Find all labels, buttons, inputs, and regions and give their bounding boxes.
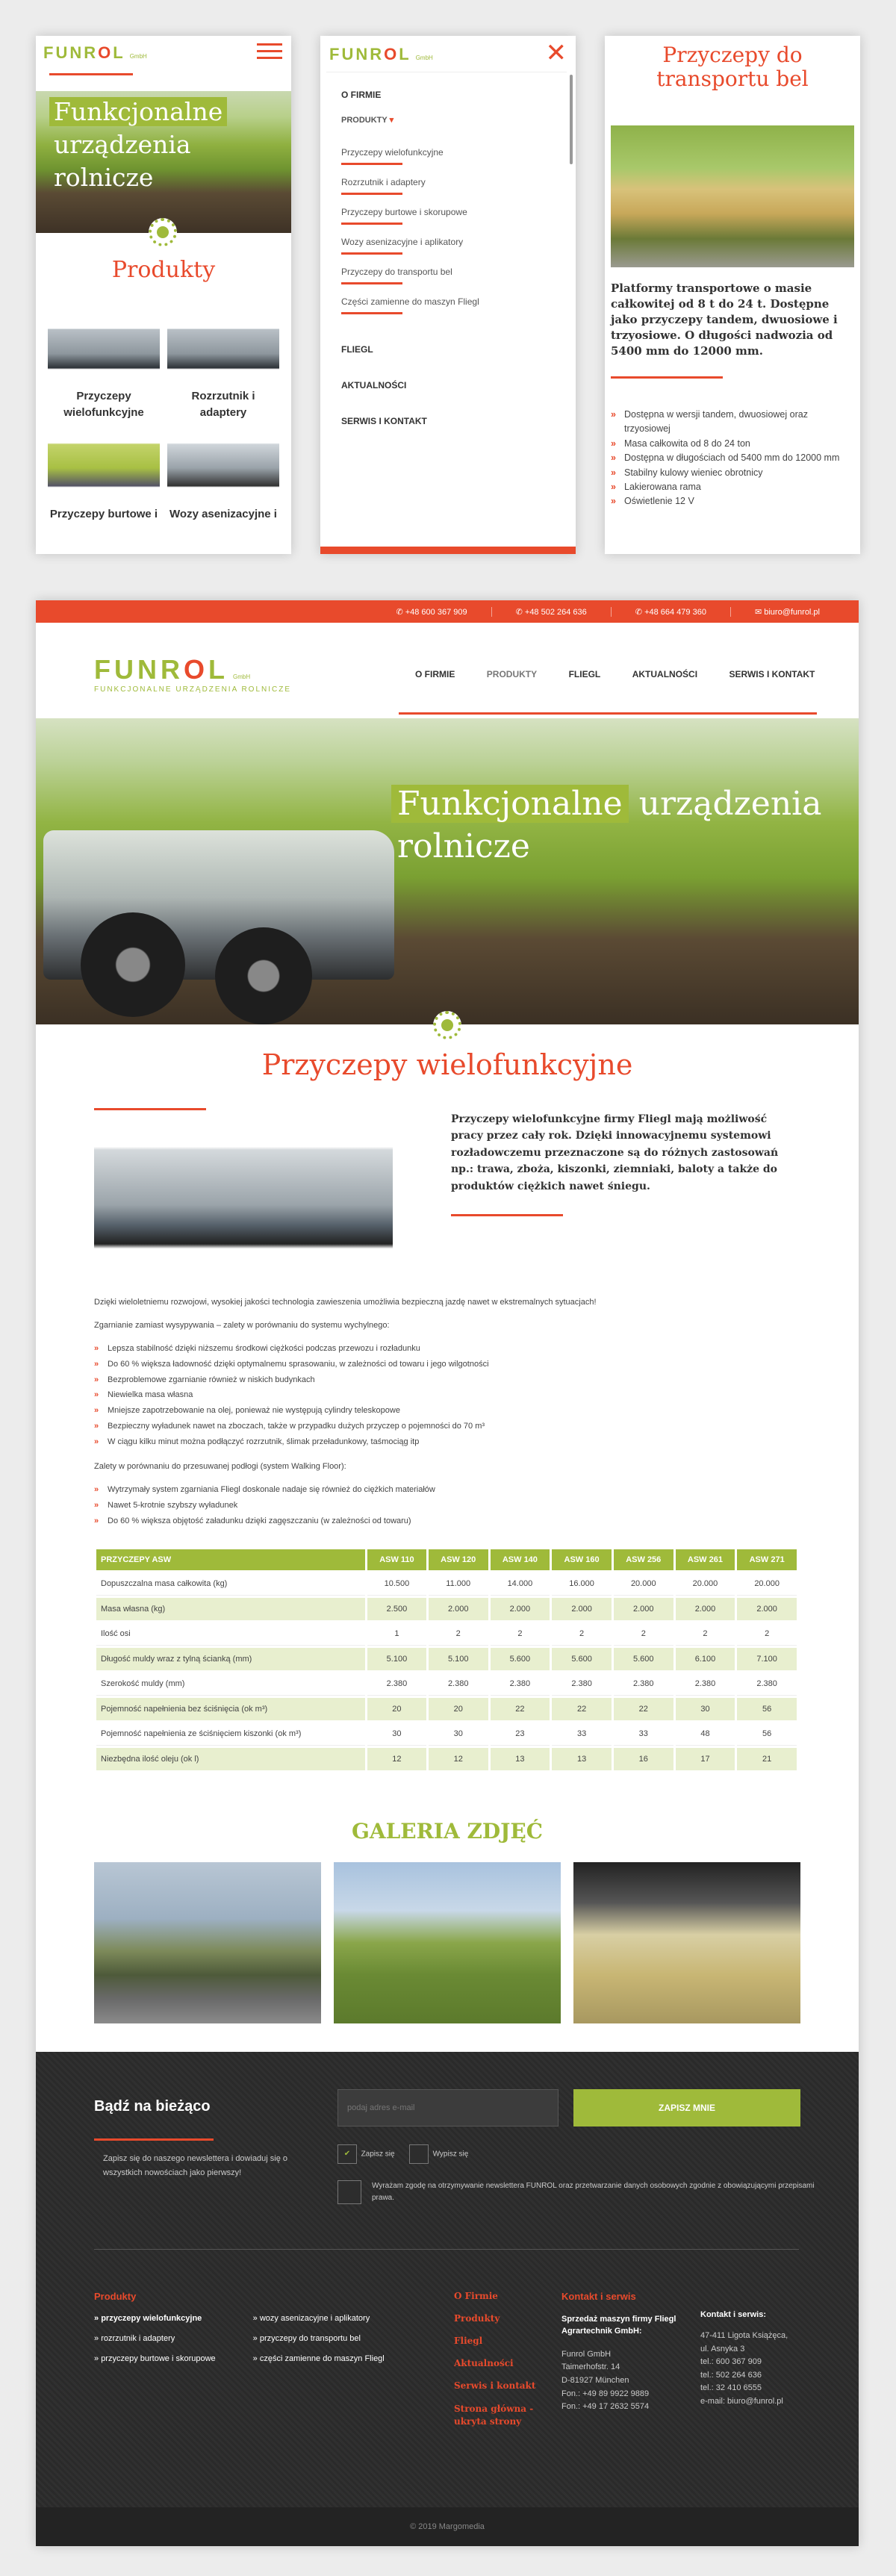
nav-serwis[interactable]: SERWIS I KONTAKT (729, 669, 815, 679)
row-label: Ilość osi (96, 1623, 365, 1646)
row-label: Niezbędna ilość oleju (ok l) (96, 1748, 365, 1770)
table-cell: 2 (491, 1623, 550, 1646)
gallery-image[interactable] (573, 1862, 800, 2023)
table-cell: 5.600 (614, 1648, 673, 1670)
table-cell: 20 (429, 1698, 488, 1720)
table-cell: 12 (367, 1748, 426, 1770)
row-label: Długość muldy wraz z tylną ścianką (mm) (96, 1648, 365, 1670)
product-image (167, 311, 279, 382)
table-row (96, 1648, 797, 1670)
address: 47-411 Ligota Książęca, ul. Asnyka 3 tel.: 600 367 909 tel.: 502 264 636 tel.: 32 410 6555 e-mail: biuro@funrol.pl (700, 2331, 788, 2406)
footer-link[interactable]: » części zamienne do maszyn Fliegl (252, 2354, 385, 2363)
footer-products-col (94, 2314, 216, 2374)
product-card[interactable] (48, 311, 160, 421)
nav-aktualnosci[interactable]: AKTUALNOŚCI (341, 380, 407, 391)
list-item: » Bezproblemowe zgarnianie również w niskich budynkach (94, 1372, 799, 1388)
product-name: Wozy asenizacyjne i (169, 507, 277, 520)
table-cell: 56 (737, 1723, 797, 1746)
nav-sub-item[interactable]: Rozrzutnik i adaptery (320, 165, 559, 195)
hero-title: Funkcjonalne urządzenia rolnicze (49, 96, 227, 194)
table-cell: 5.100 (429, 1648, 488, 1670)
paragraph: Zalety w porównaniu do przesuwanej podłogi (system Walking Floor): (94, 1462, 346, 1472)
footer-link[interactable]: » rozrzutnik i adaptery (94, 2334, 175, 2343)
table-cell: 30 (676, 1698, 735, 1720)
product-image (48, 429, 160, 500)
list-item: » Wytrzymały system zgarniania Fliegl doskonale nadaje się również do ciężkich materiałów (94, 1482, 799, 1498)
footer-contact-pl: Kontakt i serwis: 47-411 Ligota Książęca, ul. Asnyka 3 tel.: 600 367 909 tel.: 502 264 636 tel.: 32 410 6555 e-mail: biuro@funrol.pl (700, 2310, 820, 2409)
desktop-page (36, 600, 859, 2546)
nav-fliegl[interactable]: FLIEGL (341, 344, 373, 355)
main-nav (387, 668, 815, 681)
table-cell: 2 (676, 1623, 735, 1646)
table-cell: 2.000 (552, 1598, 612, 1620)
footer-link[interactable]: O Firmie (454, 2291, 498, 2301)
paragraph: Dzięki wieloletniemu rozwojowi, wysokiej jakości technologia zawieszenia umożliwia bezpieczną jazdę nawet w ekstremalnych sytuacjach! (94, 1298, 597, 1307)
wheel-illustration (81, 912, 185, 1017)
table-cell: 2 (429, 1623, 488, 1646)
footer-link[interactable]: Serwis i kontakt (454, 2380, 536, 2391)
table-cell: 2 (737, 1623, 797, 1646)
table-row (96, 1723, 797, 1746)
paragraph: Zgarnianie zamiast wysypywania – zalety w porównaniu do systemu wychylnego: (94, 1320, 390, 1330)
row-label: Szerokość muldy (mm) (96, 1673, 365, 1696)
page-title: Przyczepy do transportu bel (656, 43, 809, 92)
table-header: PRZYCZEPY ASW ASW 110 ASW 120 ASW 140 ASW 160 ASW 256 ASW 261 ASW 271 (96, 1549, 797, 1570)
footer (36, 2052, 859, 2546)
checkbox-checked-icon[interactable]: ✔ (337, 2144, 357, 2164)
list-item: » Niewielka masa własna (94, 1387, 799, 1403)
newsletter-text: Zapisz się do naszego newslettera i dowiaduj się o wszystkich nowościach jako pierwszy! (103, 2154, 288, 2177)
footer-link[interactable]: » wozy asenizacyjne i aplikatory (252, 2314, 370, 2323)
hamburger-menu-icon[interactable] (257, 39, 282, 63)
list-item: » Bezpieczny wyładunek nawet na zboczach, także w przypadku dużych przyczep o pojemności do 70 m³ (94, 1419, 799, 1434)
table-cell: 20.000 (676, 1572, 735, 1596)
phone-link[interactable]: ✆ +48 600 367 909 (396, 607, 467, 617)
intro-text: Przyczepy wielofunkcyjne firmy Fliegl mają możliwość pracy przez cały rok. Dzięki innowacyjnemu systemowi rozładowczemu przeznaczone są do różnych zastosowań np.: trawa, zboża, kiszonki, ziemniaki, baloty a także do produktów ciężkich nawet śniegu. (451, 1113, 779, 1192)
list-item: » Dostępna w długościach od 5400 mm do 12000 mm (611, 451, 854, 465)
list-item: » Oświetlenie 12 V (611, 494, 854, 508)
advantages-list (94, 1341, 799, 1450)
divider (94, 2138, 214, 2141)
list-item: » Dostępna w wersji tandem, dwuosiowej oraz trzyosiowej (611, 408, 854, 437)
table-cell: 16 (614, 1748, 673, 1770)
list-item: » Nawet 5-krotnie szybszy wyładunek (94, 1498, 799, 1513)
footer-link[interactable]: Strona główna - ukryta strony (454, 2404, 534, 2427)
product-image (48, 311, 160, 382)
opt-in[interactable]: ✔ Zapisz się (337, 2144, 395, 2164)
row-label: Pojemność napełnienia ze ściśnięciem kiszonki (ok m³) (96, 1723, 365, 1746)
table-cell: 2.500 (367, 1598, 426, 1620)
table-cell: 6.100 (676, 1648, 735, 1670)
hero-banner (36, 718, 859, 1024)
hero-title: Funkcjonalne urządzenia rolnicze (391, 783, 821, 868)
specs-table (94, 1547, 799, 1773)
phone-link[interactable]: ✆ +48 664 479 360 (611, 607, 730, 617)
list-item: » W ciągu kilku minut można podłączyć rozrzutnik, ślimak przeładunkowy, taśmociąg itp (94, 1434, 799, 1450)
nav-sub-item[interactable]: Przyczepy do transportu bel (320, 255, 559, 284)
product-card[interactable] (48, 429, 160, 523)
table-cell: 11.000 (429, 1572, 488, 1596)
products-grid (48, 311, 279, 522)
gear-icon (149, 218, 177, 246)
footer-link[interactable]: » przyczepy wielofunkcyjne (94, 2314, 202, 2323)
table-cell: 2.380 (367, 1673, 426, 1696)
table-cell: 20.000 (737, 1572, 797, 1596)
table-cell: 2.380 (552, 1673, 612, 1696)
mobile-product-screen (605, 36, 860, 554)
table-cell: 22 (491, 1698, 550, 1720)
scrollbar[interactable] (570, 75, 573, 164)
product-image (167, 429, 279, 500)
logo[interactable]: FUNROL GmbH (94, 654, 251, 685)
table-cell: 2.380 (429, 1673, 488, 1696)
table-cell: 20.000 (614, 1572, 673, 1596)
nav-aktualnosci[interactable]: AKTUALNOŚCI (632, 669, 698, 679)
table-cell: 2.380 (676, 1673, 735, 1696)
footer-products-col (253, 2314, 385, 2374)
table-cell: 48 (676, 1723, 735, 1746)
table-cell: 23 (491, 1723, 550, 1746)
footer-link[interactable]: » przyczepy do transportu bel (252, 2334, 361, 2343)
product-card[interactable] (167, 429, 279, 523)
divider (94, 2249, 799, 2250)
mobile-nav (320, 75, 559, 437)
email-input[interactable] (337, 2089, 559, 2127)
list-item: » Masa całkowita od 8 do 24 ton (611, 437, 854, 451)
table-cell: 56 (737, 1698, 797, 1720)
nav-sub-item[interactable]: Wozy asenizacyjne i aplikatory (320, 225, 559, 255)
nav-divider (399, 712, 817, 715)
advantages-list-2 (94, 1482, 799, 1529)
table-row (96, 1673, 797, 1696)
table-cell: 5.600 (491, 1648, 550, 1670)
divider (451, 1214, 563, 1216)
table-cell: 2.380 (491, 1673, 550, 1696)
list-item: » Lepsza stabilność dzięki niższemu środkowi ciężkości podczas przewozu i rozładunku (94, 1341, 799, 1357)
table-cell: 2.000 (491, 1598, 550, 1620)
products-title: Produkty (111, 257, 216, 283)
table-cell: 5.600 (552, 1648, 612, 1670)
footer-contact-de: Kontakt i serwis Sprzedaż maszyn firmy Fliegl Agrartechnik GmbH: Funrol GmbH Taimerhofstr. 14 D-81927 München Fon.: +49 89 9922 9889 Fon.: +49 17 2632 5574 (561, 2291, 696, 2414)
description (94, 1295, 799, 1529)
divider (49, 73, 133, 75)
table-cell: 2.000 (429, 1598, 488, 1620)
table-row (96, 1598, 797, 1620)
table-cell: 33 (614, 1723, 673, 1746)
list-item: » Stabilny kulowy wieniec obrotnicy (611, 466, 854, 480)
table-cell: 17 (676, 1748, 735, 1770)
product-photo (611, 125, 854, 267)
table-cell: 2.000 (614, 1598, 673, 1620)
table-cell: 30 (429, 1723, 488, 1746)
table-cell: 22 (614, 1698, 673, 1720)
table-cell: 7.100 (737, 1648, 797, 1670)
table-cell: 2 (614, 1623, 673, 1646)
row-label: Dopuszczalna masa całkowita (kg) (96, 1572, 365, 1596)
features-list (611, 408, 854, 509)
footer-products: Produkty » przyczepy wielofunkcyjne » rozrzutnik i adaptery » przyczepy burtowe i skorupowe » wozy asenizacyjne i aplikatory » przyczepy do transportu bel » części zamienne do maszyn Fliegl (94, 2291, 423, 2374)
product-photo (94, 1119, 393, 1275)
contact-bar (36, 600, 859, 623)
subscribe-button[interactable]: ZAPISZ MNIE (573, 2089, 800, 2127)
table-row (96, 1623, 797, 1646)
footer-link[interactable]: » przyczepy burtowe i skorupowe (94, 2354, 216, 2363)
nav-produkty[interactable]: PRODUKTY (486, 669, 538, 679)
product-name: Rozrzutnik i adaptery (191, 390, 255, 419)
divider (94, 1108, 206, 1110)
gallery-title: GALERIA ZDJĘĆ (351, 1819, 544, 1844)
logo[interactable]: FUNROL GmbH (329, 45, 433, 63)
table-cell: 16.000 (552, 1572, 612, 1596)
footer-link[interactable]: Produkty (454, 2313, 500, 2324)
consent: Wyrażam zgodę na otrzymywanie newslettera FUNROL oraz przetwarzanie danych osobowych zgodnie z obowiązującymi przepisami prawa. (337, 2180, 815, 2204)
list-item: » Lakierowana rama (611, 480, 854, 494)
nav-o-firmie[interactable]: O FIRMIE (415, 669, 455, 679)
list-item: » Do 60 % większa objętość załadunku dzięki zagęszczaniu (w zależności od towaru) (94, 1513, 799, 1529)
table-cell: 30 (367, 1723, 426, 1746)
footer-menu (454, 2291, 551, 2439)
nav-o-firmie[interactable]: O FIRMIE (341, 90, 382, 100)
table-cell: 2 (552, 1623, 612, 1646)
bottom-bar (320, 547, 576, 554)
table-cell: 2.380 (614, 1673, 673, 1696)
page-title: Przyczepy wielofunkcyjne (261, 1048, 633, 1081)
table-cell: 14.000 (491, 1572, 550, 1596)
product-name: Przyczepy burtowe i (49, 507, 158, 520)
email-link[interactable]: ✉ biuro@funrol.pl (730, 607, 844, 617)
caret-down-icon: ▾ (389, 116, 394, 125)
opt-out[interactable]: Wypisz się (409, 2144, 468, 2164)
close-icon[interactable]: ✕ (545, 39, 567, 67)
gallery-image[interactable] (334, 1862, 561, 2023)
footer-link[interactable]: Aktualności (454, 2358, 514, 2368)
newsletter-title: Bądź na bieżąco (94, 2098, 211, 2115)
row-label: Masa własna (kg) (96, 1598, 365, 1620)
consent-checkbox-icon[interactable] (337, 2180, 361, 2204)
list-item: » Mniejsze zapotrzebowanie na olej, ponieważ nie występują cylindry teleskopowe (94, 1403, 799, 1419)
table-cell: 13 (491, 1748, 550, 1770)
table-row (96, 1748, 797, 1770)
table-cell: 2.380 (737, 1673, 797, 1696)
list-item: » Do 60 % większa ładowność dzięki optymalnemu sprasowaniu, w zależności od towaru i jego wilgotności (94, 1357, 799, 1372)
gallery-image[interactable] (94, 1862, 321, 2023)
logo[interactable]: FUNROL GmbH (43, 43, 147, 62)
mobile-home-screen (36, 36, 291, 554)
table-row (96, 1698, 797, 1720)
phone-link[interactable]: ✆ +48 502 264 636 (491, 607, 611, 617)
table-cell: 12 (429, 1748, 488, 1770)
intro-text: Platformy transportowe o masie całkowitej od 8 t do 24 t. Dostępne jako przyczepy tandem, dwuosiowe i trzyosiowe. O długości nadwozia od 5400 mm do 12000 mm. (611, 281, 838, 358)
nav-sub-item[interactable]: Części zamienne do maszyn Fliegl (320, 284, 559, 314)
nav-sub-item[interactable]: Przyczepy wielofunkcyjne (320, 135, 559, 165)
table-cell: 5.100 (367, 1648, 426, 1670)
table-cell: 13 (552, 1748, 612, 1770)
table-cell: 2.000 (676, 1598, 735, 1620)
table-cell: 1 (367, 1623, 426, 1646)
table-row (96, 1572, 797, 1596)
nav-serwis[interactable]: SERWIS I KONTAKT (341, 416, 427, 426)
divider (611, 376, 723, 379)
row-label: Pojemność napełnienia bez ściśnięcia (ok m³) (96, 1698, 365, 1720)
copyright: © 2019 Margomedia (36, 2507, 859, 2546)
wheel-illustration (215, 927, 312, 1024)
table-cell: 22 (552, 1698, 612, 1720)
nav-produkty[interactable]: PRODUKTY ▾ (341, 116, 394, 125)
checkbox-icon[interactable] (409, 2144, 429, 2164)
table-cell: 20 (367, 1698, 426, 1720)
product-card[interactable] (167, 311, 279, 421)
mobile-menu-screen (320, 36, 576, 554)
gear-icon (433, 1011, 461, 1039)
nav-sub-item[interactable]: Przyczepy burtowe i skorupowe (320, 195, 559, 225)
footer-link[interactable]: Fliegl (454, 2336, 483, 2346)
address: Funrol GmbH Taimerhofstr. 14 D-81927 München Fon.: +49 89 9922 9889 Fon.: +49 17 2632 5574 (561, 2349, 650, 2412)
table-cell: 21 (737, 1748, 797, 1770)
tagline: FUNKCJONALNE URZĄDZENIA ROLNICZE (94, 685, 292, 694)
table-cell: 2.000 (737, 1598, 797, 1620)
table-cell: 33 (552, 1723, 612, 1746)
table-cell: 10.500 (367, 1572, 426, 1596)
nav-fliegl[interactable]: FLIEGL (568, 669, 601, 679)
product-name: Przyczepy wielofunkcyjne (63, 390, 144, 419)
